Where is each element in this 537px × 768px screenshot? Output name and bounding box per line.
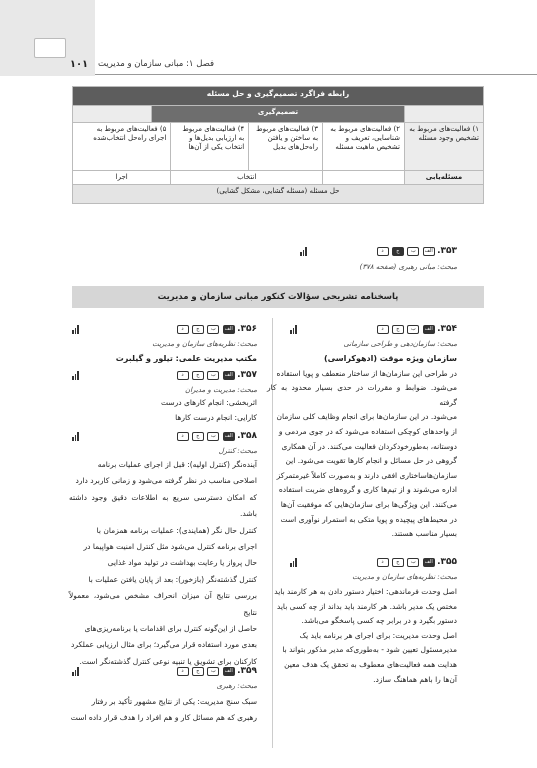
answer-line: دوستانه، به‌طورخودکردان فعالیت می‌کنند. در آن همکاری bbox=[281, 441, 457, 451]
answer-line: اصل وحدت فرماندهی: اختیار دستور دادن به هر کارمند باید bbox=[274, 587, 457, 596]
table-title: رابطه فراگرد تصمیم‌گیری و حل مسئله bbox=[73, 87, 484, 106]
header-rule bbox=[95, 74, 537, 75]
running-title: فصل ۱: مبانی سازمان و مدیریت bbox=[98, 59, 215, 69]
answer-line: که امکان دسترسی سریع به اطلاعات دقیق وجود داشته باشد. bbox=[69, 492, 257, 519]
answer-line: آینده‌نگر (کنترل اولیه): قبل از اجرای عملیات برنامه bbox=[97, 460, 257, 469]
option-c-selected: ج bbox=[392, 247, 404, 256]
option-c: ج bbox=[392, 325, 404, 334]
option-a-selected: الف bbox=[224, 325, 233, 332]
answer-line: سبک سنج مدیریت: یکی از نتایج مشهور تأکید بر رفتار bbox=[91, 697, 257, 706]
answer-line: بررسی نتایج آن میزان انحراف مشخص می‌شود، معمولاً نتایج bbox=[69, 591, 257, 617]
answer-line: مدیرمسئول تعیین شود - به‌طوری‌که مدیر مذکور بتواند با bbox=[282, 645, 457, 655]
question-355 bbox=[376, 557, 457, 567]
decision-table bbox=[72, 86, 484, 204]
option-b: ب bbox=[407, 558, 419, 567]
answer-line: کنترل گذشته‌نگر (بازخور): بعد از پایان یافتن عملیات با bbox=[88, 574, 257, 584]
table-stage-1: ۱) فعالیت‌های مربوط به تشخیص وجود مسئله bbox=[405, 123, 484, 171]
question-source: مبحث: مدیریت و مدیران bbox=[184, 386, 257, 394]
option-a-selected: الف bbox=[224, 667, 233, 674]
option-d: د bbox=[177, 667, 189, 676]
answer-line: از واحدهای کوچکی استفاده می‌شود که در جوی مردمی و bbox=[278, 426, 457, 436]
option-c: ج bbox=[192, 325, 204, 334]
answer-line: سازمان‌ها‌ساختاری افقی دارند و به‌صورت کاملاً غیرمتمرکز bbox=[276, 470, 457, 480]
option-c: ج bbox=[192, 371, 204, 380]
option-b: ب bbox=[207, 432, 219, 441]
answer-line: کنترل حال نگر (همایندی): عملیات برنامه همزمان با bbox=[96, 525, 257, 535]
option-b: ب bbox=[207, 371, 219, 380]
difficulty-icon bbox=[290, 325, 296, 334]
option-b: ب bbox=[207, 325, 219, 334]
question-number: ۳۵۹. bbox=[237, 666, 257, 676]
answer-line: رهبری که هم مسائل کار و هم افراد را هدف قرار داده است bbox=[70, 713, 257, 722]
answer-line: می‌شود. در این سازمان‌ها برای انجام وظایف کلی سازمان bbox=[276, 412, 457, 422]
option-a-selected: الف bbox=[424, 558, 433, 565]
answer-line: کارایی: انجام درست کارها bbox=[175, 412, 257, 422]
table-footer: حل مسئله (مسئله گشایی، مشکل گشایی) bbox=[73, 184, 484, 203]
difficulty-icon bbox=[72, 667, 78, 676]
table-subheader: تصمیم‌گیری bbox=[152, 106, 405, 123]
answer-line: مختص یک مدیر باشد. هر کارمند باید بداند از چه کسی باید bbox=[276, 601, 457, 611]
question-354 bbox=[376, 324, 457, 334]
answer-line: بسیار مناسب هستند. bbox=[391, 529, 457, 539]
answer-line: در محیط‌های پیچیده و پویا متکی به استمرار نوآوری است bbox=[280, 514, 457, 524]
answer-line: بعدی مورد استفاده قرار می‌گیرد؛ برای مثال ارزیابی عملکرد bbox=[71, 640, 257, 650]
answer-line: اصل وحدت مدیریت: برای اجرای هر برنامه باید یک bbox=[299, 630, 457, 640]
difficulty-icon bbox=[72, 371, 78, 380]
question-number: ۳۵۸. bbox=[237, 431, 257, 441]
question-number: ۳۵۴. bbox=[437, 324, 457, 334]
answer-line: هدایت همه فعالیت‌های معطوف به تحقق یک هدف معین bbox=[284, 659, 457, 669]
answer-355 bbox=[267, 585, 457, 687]
question-number: ۳۵۶. bbox=[237, 324, 257, 334]
difficulty-icon bbox=[290, 558, 296, 567]
answer-line: آن‌ها را باهم هماهنگ سازد. bbox=[373, 674, 457, 684]
row-execute: اجرا bbox=[73, 171, 171, 185]
answer-357 bbox=[69, 396, 257, 425]
table-stage-2: ۲) فعالیت‌های مربوط به شناسایی، تعریف و تشخیص ماهیت مسئله bbox=[323, 123, 405, 171]
answer-line: حاصل از این‌گونه کنترل برای اقدامات یا برنامه‌ریزی‌های bbox=[84, 624, 257, 634]
table-stage-4: ۴) فعالیت‌های مربوط به ارزیابی بدیل‌ها و انتخاب یکی از آن‌ها bbox=[171, 123, 249, 171]
option-c: ج bbox=[192, 432, 204, 441]
answer-line: اجرای برنامه کنترل می‌شود مثل کنترل امنیت هواپیما در bbox=[83, 542, 257, 552]
answer-heading: سازمان ویژه موقت (ادهوکراسی) bbox=[323, 354, 457, 363]
option-a-selected: الف bbox=[424, 325, 433, 332]
option-b: ب bbox=[407, 247, 419, 256]
answer-line: کارکنان برای تشویق یا تنبیه نوعی کنترل گذشته‌نگر است. bbox=[79, 656, 257, 666]
option-b: ب bbox=[407, 325, 419, 334]
question-number: ۳۵۳. bbox=[437, 246, 457, 256]
answer-358 bbox=[69, 457, 257, 670]
table-stage-3: ۳) فعالیت‌های مربوط به ساختن و یافتن راه‌حل‌های بدیل bbox=[249, 123, 323, 171]
answer-line: اثربخشی: انجام کارهای درست bbox=[161, 398, 257, 407]
question-source: مبحث: سازمان‌دهی و طراحی سازمانی bbox=[343, 340, 457, 348]
answer-359 bbox=[69, 694, 257, 726]
difficulty-icon bbox=[72, 432, 78, 441]
answer-line: در طراحی این سازمان‌ها از ساختار منعطف و پویا استفاده bbox=[276, 368, 457, 378]
question-357 bbox=[176, 370, 257, 380]
answer-356 bbox=[69, 352, 257, 367]
question-source: مبحث: مبانی رهبری (صفحه ۳۷۸) bbox=[359, 263, 457, 271]
option-d: د bbox=[377, 558, 389, 567]
table-stage-5: ۵) فعالیت‌های مربوط به اجرای راه‌حل انتخاب‌شده bbox=[73, 123, 171, 171]
question-356 bbox=[176, 324, 257, 334]
table-spacer bbox=[405, 106, 484, 123]
answer-line: می‌کنند. این ویژگی‌ها برای سازمان‌هایی که موفقیت آن‌ها bbox=[280, 499, 457, 509]
option-b: ب bbox=[207, 667, 219, 676]
answer-354 bbox=[267, 352, 457, 542]
question-source: مبحث: رهبری bbox=[216, 682, 257, 690]
question-number: ۳۵۵. bbox=[437, 557, 457, 567]
corner-tab-box bbox=[34, 38, 66, 58]
option-d: د bbox=[177, 325, 189, 334]
difficulty-icon bbox=[300, 247, 306, 256]
option-c: ج bbox=[392, 558, 404, 567]
option-a: الف bbox=[424, 247, 433, 254]
difficulty-icon bbox=[72, 325, 78, 334]
question-source: مبحث: نظریه‌های سازمان و مدیریت bbox=[352, 573, 457, 581]
answer-line: می‌شود. ضوابط و مقررات در حدی بسیار محدود به کار گرفته bbox=[267, 383, 457, 407]
question-source: مبحث: نظریه‌های سازمان و مدیریت bbox=[152, 340, 257, 348]
answer-line: اداره می‌شوند و از تیم‌ها کاری و گروه‌های ضربت استفاده bbox=[278, 485, 457, 495]
option-d: د bbox=[177, 432, 189, 441]
question-358 bbox=[176, 431, 257, 441]
answer-key-banner: پاسخنامه تشریحی سؤالات کنکور مبانی سازمان و مدیریت bbox=[72, 286, 484, 308]
table-spacer bbox=[73, 106, 152, 123]
option-d: د bbox=[377, 247, 389, 256]
row-problem-finding: مسئله‌یابی bbox=[405, 171, 484, 185]
answer-line: حال پرواز یا رعایت بهداشت در تولید مواد غذایی bbox=[107, 558, 257, 568]
row-choice: انتخاب bbox=[171, 171, 323, 185]
option-a-selected: الف bbox=[224, 432, 233, 439]
question-353 bbox=[376, 246, 457, 256]
answer-line: گروهی در حل مسائل و انجام کارها تقویت می‌شود. این bbox=[285, 456, 457, 466]
page-number: ۱۰۱ bbox=[69, 59, 89, 70]
answer-line: مکتب مدیریت علمی: تیلور و گیلبرت bbox=[115, 354, 257, 363]
question-359 bbox=[176, 666, 257, 676]
answer-line: اصلاحی مناسب در نظر گرفته می‌شود و زمانی کاربرد دارد bbox=[75, 476, 257, 486]
option-a-selected: الف bbox=[224, 371, 233, 378]
option-d: د bbox=[177, 371, 189, 380]
option-c: ج bbox=[192, 667, 204, 676]
answer-line: دستور بگیرد و در برابر چه کسی پاسخگو می‌باشد. bbox=[301, 616, 457, 626]
option-d: د bbox=[377, 325, 389, 334]
question-number: ۳۵۷. bbox=[237, 370, 257, 380]
question-source: مبحث: کنترل bbox=[218, 447, 257, 455]
table-empty-cell bbox=[323, 171, 405, 185]
